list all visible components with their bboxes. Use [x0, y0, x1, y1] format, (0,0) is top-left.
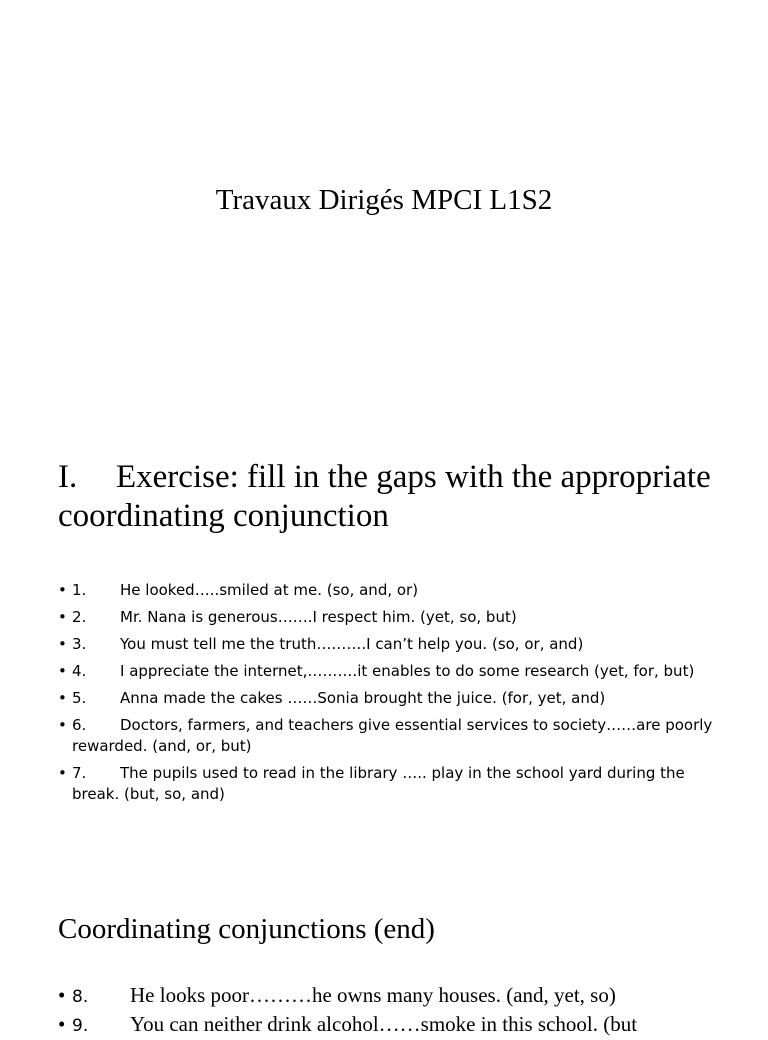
item-number: 2. — [72, 608, 87, 626]
exercise-list — [58, 580, 718, 811]
section2-item-9 — [58, 1011, 738, 1040]
slide-title: Travaux Dirigés MPCI L1S2 — [215, 184, 553, 216]
section2-heading: Coordinating conjunctions (end) — [58, 913, 435, 945]
exercise-item-4 — [58, 661, 718, 682]
exercise-numeral: I. — [58, 459, 78, 495]
section2-list — [58, 982, 738, 1040]
item-number: 8. — [72, 987, 89, 1007]
exercise-item-1 — [58, 580, 718, 601]
exercise-heading-text: Exercise: fill in the gaps with the appropriate coordinating conjunction — [58, 459, 711, 534]
section2-item-8 — [58, 982, 738, 1011]
item-number: 4. — [72, 662, 87, 680]
item-text: He looks poor………he owns many houses. (and, yet, so) — [130, 983, 616, 1007]
exercise-item-2 — [58, 607, 718, 628]
item-text: Anna made the cakes ……Sonia brought the juice. (for, yet, and) — [120, 689, 606, 707]
item-text: You must tell me the truth……….I can’t help you. (so, or, and) — [120, 635, 584, 653]
exercise-item-6 — [58, 715, 718, 757]
item-text: The pupils used to read in the library ….. play in the school yard during the break. (but, so, and) — [72, 764, 685, 803]
exercise-item-7 — [58, 763, 718, 805]
exercise-heading — [58, 458, 738, 536]
exercise-item-5 — [58, 688, 718, 709]
item-number: 3. — [72, 635, 87, 653]
item-number: 9. — [72, 1016, 89, 1036]
item-text: You can neither drink alcohol……smoke in this school. (but — [130, 1012, 638, 1036]
item-text: He looked…..smiled at me. (so, and, or) — [120, 581, 419, 599]
item-number: 5. — [72, 689, 87, 707]
item-text: Mr. Nana is generous…….I respect him. (yet, so, but) — [120, 608, 517, 626]
item-text: I appreciate the internet,……….it enables to do some research (yet, for, but) — [120, 662, 695, 680]
item-number: 1. — [72, 581, 87, 599]
exercise-item-3 — [58, 634, 718, 655]
item-number: 6. — [72, 716, 87, 734]
item-text: Doctors, farmers, and teachers give essential services to society……are poorly rewarded. (and, or, but) — [72, 716, 713, 755]
item-number: 7. — [72, 764, 87, 782]
